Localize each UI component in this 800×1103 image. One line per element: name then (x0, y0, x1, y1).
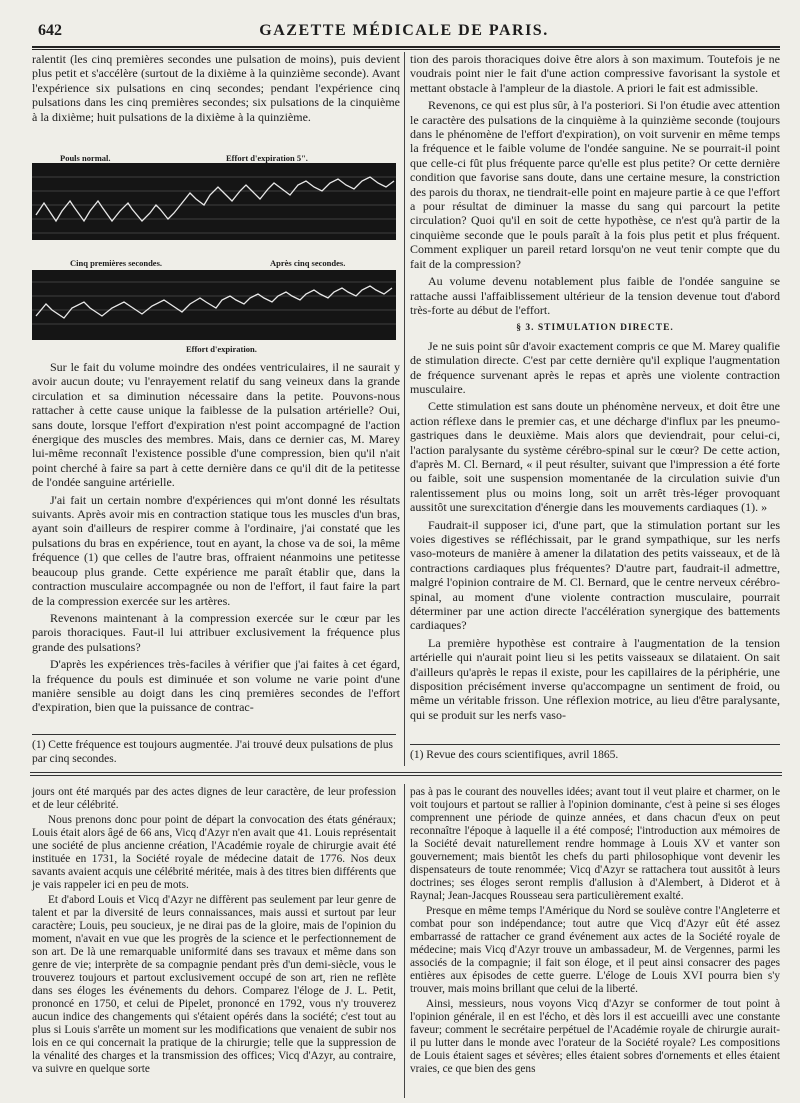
column-divider (404, 52, 405, 766)
page-number: 642 (38, 22, 62, 39)
lower-right-column (410, 786, 780, 1078)
paragraph: Ainsi, messieurs, nous voyons Vicq d'Azyr se conformer de tout point à l'opinion générale, il en est l'écho, et dès lors il est accueilli avec une constante faveur; comment le secrétaire perpétuel de l'Académie royale de chirurgie aurait-il pu lutter dans le monde avec l'orateur de la Société royale? Les compositions de Louis étaient sages et sévères; elles étaient sobres d'ornements et elles étaient vraies, ce que bien des gens (410, 998, 780, 1075)
header-rule-thin (32, 49, 780, 50)
section-separator (30, 772, 782, 773)
pulse-trace-svg-1 (32, 163, 396, 240)
footnote-right: (1) Revue des cours scientifiques, avril 1865. (410, 749, 619, 761)
paragraph: Revenons maintenant à la compression exercée sur le cœur par les parois thoraciques. Faut-il lui attribuer exclusivement la fréquence plus grande des pulsations? (32, 610, 400, 654)
header-rule (32, 46, 780, 48)
paragraph: D'après les expériences très-faciles à vérifier que j'ai faites à cet égard, la fréquence du pouls est diminuée et son volume ne varie point d'une manière sensible au doigt dans les cinq premières secondes de l'effort d'expiration, bien que la puissance de contrac- (32, 657, 400, 715)
paragraph: Presque en même temps l'Amérique du Nord se soulève contre l'Angleterre et combat pour son indépendance; tout autre que Vicq d'Azyr eût été assez embarrassé de rattacher ce grand événement aux actes de la Société royale de médecine; mais Vicq d'Azyr trouve un ambassadeur, M. de Vergennes, parmi les associés de la compagnie; il fait son éloge, et il peut ainsi consacrer des pages entières aux épisodes de cette guerre. L'éloge de Louis XVI pourra bien s'y trouver, mais moins brillant que celui de la liberté. (410, 905, 780, 995)
paragraph: Nous prenons donc pour point de départ la convocation des états généraux; Louis était alors âgé de 66 ans, Vicq d'Azyr n'en avait que 41. Louis représentait une société de plus ancienne création, l'Académie royale de chirurgie avait été instituée en 1731, la Société royale de médecine datait de 1776. Nos deux savants avaient acquis une célébrité méritée, mais à des titres bien différents que je vais rappeler ici en peu de mots. (32, 814, 396, 891)
right-column (410, 52, 780, 725)
footnote-rule (32, 734, 396, 735)
paragraph: Sur le fait du volume moindre des ondées ventriculaires, il ne saurait y avoir aucun doute; vu l'enrayement relatif du sang veineux dans la grande circulation et sa diminution nécessaire dans la petite. Pouvons-nous rattacher à cette cause unique la faiblesse de la pulsation artérielle? Oui, sans doute, lorsque l'effort d'expiration n'est point accompagné de l'action énergique des muscles des membres. Mais, dans ce dernier cas, M. Marey lui-même reconnaît l'existence possible d'une compression, bien qu'il n'ait point cherché à faire sa part à cette dernière dans ce qu'il dit de la petitesse de l'ondée sanguine artérielle. (32, 360, 400, 490)
column-divider-lower (404, 784, 405, 1098)
pulse-trace-svg-2 (32, 270, 396, 340)
pulse-trace-figure-1 (32, 163, 396, 240)
paragraph: Faudrait-il supposer ici, d'une part, que la stimulation portant sur les voies digestives se réfléchissait, par le grand sympathique, sur les nerfs vaso-moteurs de manière à amener la dilatation des petits vaisseaux, et de là contractions cardiaques plus fréquentes? D'autre part, faudrait-il admettre, malgré l'opinion contraire de M. Cl. Bernard, que le centre nerveux cérébro-spinal, au moment d'une violente contraction musculaire, pourrait déterminer par une action directe l'accélération synergique des battements cardiaques? (410, 517, 780, 633)
paragraph: Au volume devenu notablement plus faible de l'ondée sanguine se rattache aussi l'affaiblissement ultérieur de la tension devenue tout d'abord très-forte au début de l'effort. (410, 274, 780, 317)
figure-label-first-seconds: Cinq premières secondes. (70, 258, 163, 268)
paragraph: ralentit (les cinq premières secondes une pulsation de moins), puis devient plus petit et s'accélère (surtout de la dixième à la quinzième seconde). Avant l'expérience six pulsations en cinq secondes; pendant l'expérience cinq pulsations dans les cinq premières secondes; six pulsations de la cinquième à la dixième; huit pulsations de la dixième à la quinzième. (32, 52, 400, 124)
section-title: § 3. STIMULATION DIRECTE. (516, 323, 674, 334)
paragraph: Et d'abord Louis et Vicq d'Azyr ne diffèrent pas seulement par leur genre de talent et par la diversité de leurs connaissances, mais aussi et surtout par leur caractère; Louis, peu soucieux, je ne dirai pas de la gloire, mais de l'opinion du moment, n'avait en vue que les progrès de la science et le perfectionnement de son art. De là une remarquable uniformité dans ses travaux et même dans son genre de vie; interprète de sa compagnie pendant près d'un demi-siècle, vous le trouverez toujours et partout exclusivement occupé de son art, rien ne reflète dans ses éloges les événements du dehors. Comparez l'éloge de J. L. Petit, prononcé en 1750, et celui de Pipelet, prononcé en 1792, vous n'y trouverez aucun indice des changements qui s'étaient opérés dans la société; c'est tout au plus si Louis s'arrête un moment sur les modifications que venaient de subir nos lois en ce qui concernait la pratique de la chirurgie; telle que la suppression de la vénalité des charges et la transmission des offices; Vicq d'Azyr, au contraire, va suivre en quelque sorte (32, 894, 396, 1075)
pulse-trace-figure-2 (32, 270, 396, 340)
lower-left-column (32, 786, 396, 1078)
journal-title: GAZETTE MÉDICALE DE PARIS. (259, 22, 549, 39)
footnote-rule (410, 744, 780, 745)
paragraph: Revenons, ce qui est plus sûr, à l'a posteriori. Si l'on étudie avec attention le caractère des pulsations de la cinquième à la quinzième seconde (toujours dans le phénomène de l'effort d'expiration), on voit survenir en même temps la fréquence et le faible volume de l'ondée sanguine. Ne se pourrait-il point que celle-ci fût plus fréquente parce qu'elle est plus petite? Or cette dernière condition que favorise sans doute, dans une certaine mesure, la constriction des parois du thorax, ne tiendrait-elle point en majeure partie à ce que l'effort a pour résultat de diminuer la masse du sang qui parcourt la petite circulation? Quoi qu'il en soit de cette hypothèse, ce n'est qu'à partir de la cinquième seconde que le pouls paraît à la fois plus petit et plus fréquent. Comment expliquer un pareil retard lorsqu'on ne veut tenir compte que du fait de la compression? (410, 98, 780, 271)
left-column (32, 52, 400, 127)
paragraph: jours ont été marqués par des actes dignes de leur caractère, de leur profession et de leur célébrité. (32, 786, 396, 811)
section-separator-thin (30, 775, 782, 776)
figure-caption: Effort d'expiration. (186, 344, 257, 354)
paragraph: Cette stimulation est sans doute un phénomène nerveux, et doit être une action réflexe dans le premier cas, et une décharge d'influx par les pneumo-gastriques dans le deuxième. Mais alors que deviendrait, pour celui-ci, l'action paralysante du système cérébro-spinal sur le cœur? De cette action, d'après M. Cl. Bernard, « il peut résulter, suivant que l'impression a été forte ou faible, soit une suspension momentanée de la circulation suivie d'un ralentissement plus ou moins long, soit un arrêt très-léger provoquant aussitôt une surexcitation d'énergie dans les mouvements cardiaques (1). » (410, 399, 780, 515)
paragraph: J'ai fait un certain nombre d'expériences qui m'ont donné les résultats suivants. Après avoir mis en contraction statique tous les muscles d'un bras, ayant soin d'ailleurs de respirer comme à l'ordinaire, j'ai constaté que les pulsations du bras en expérience, tout en ayant, la chose va de soi, la même fréquence (1) que celles de l'autre bras, offraient néanmoins une petitesse beaucoup plus grande. Cette expérience me paraît établir que, dans la contraction musculaire accompagnée ou non de l'effort, il faut faire la part de la compression exercée sur les artères. (32, 492, 400, 608)
figure-label-after-seconds: Après cinq secondes. (270, 258, 346, 268)
paragraph: pas à pas le courant des nouvelles idées; avant tout il veut plaire et charmer, on le voit toujours et partout se rallier à l'opinion dominante, c'est à peine si ses éloges comprennent une période de quinze années, et dans chacun d'eux on peut reconnaître l'époque à laquelle il a été composé; l'introduction aux mémoires de la Société devait naturellement rendre hommage à Louis XV et vanter son gouvernement; mais bientôt les chefs du parti philosophique vont devenir les dispensateurs de toute renommée; Vicq d'Azyr se rattachera tout aussitôt à leurs doctrines; ses éloges seront remplis d'allusion à d'Alembert, à Diderot et à Raynal; Jean-Jacques Rousseau sera particulièrement exalté. (410, 786, 780, 902)
footnote-left: (1) Cette fréquence est toujours augmentée. J'ai trouvé deux pulsations de plus par cinq secondes. (32, 739, 394, 765)
page-header (32, 18, 776, 44)
paragraph: Je ne suis point sûr d'avoir exactement compris ce que M. Marey qualifie de stimulation directe. C'est par cette dernière qu'il explique l'augmentation de fréquence survenant après le repas et après une violente contraction musculaire. (410, 338, 780, 396)
figure-label-normal-pulse: Pouls normal. (60, 153, 111, 163)
figure-label-expiration: Effort d'expiration 5". (226, 153, 308, 163)
paragraph: La première hypothèse est contraire à l'augmentation de la tension artérielle qui n'aurait point lieu si les petits vaisseaux se dilataient. On sait d'ailleurs qu'après le repas il existe, pour les capillaires de la périphérie, une disposition précisément inverse qu'accompagne un sentiment de froid, ou même un véritable frisson. Une réflexion motrice, au lieu d'être paralysante, qui se produit sur les nerfs vaso- (410, 635, 780, 722)
paragraph: tion des parois thoraciques doive être alors à son maximum. Toutefois je ne voudrais point nier le fait d'une action compressive favorisant la systole et mettant obstacle à l'ampleur de la diastole. A priori le fait est admissible. (410, 52, 780, 95)
left-column-continued (32, 360, 400, 718)
